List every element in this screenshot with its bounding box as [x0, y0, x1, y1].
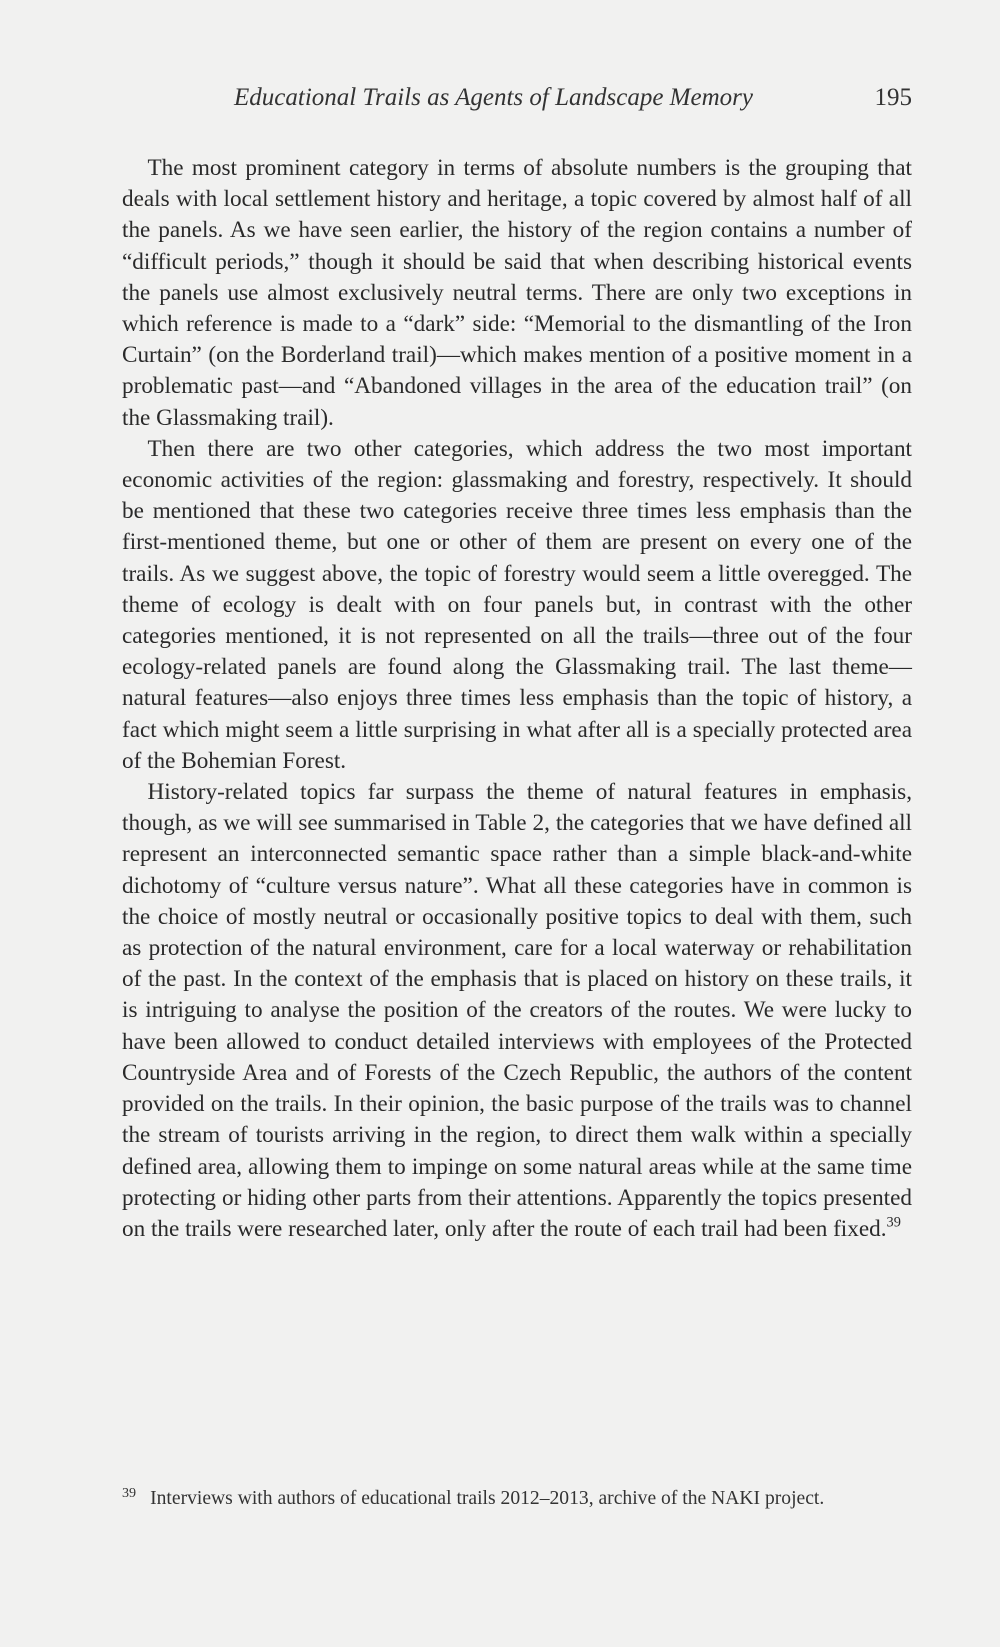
running-title: Educational Trails as Agents of Landscape Memory [234, 84, 753, 111]
footnote-text: Interviews with authors of educational trails 2012–2013, archive of the NAKI project. [150, 1488, 825, 1509]
body-text [122, 153, 912, 1245]
paragraph-text: History-related topics far surpass the theme of natural features in emphasis, though, as we will see summarised in Table 2, the categories that we have defined all represent an interconnected semantic space rather than a simple black-and-white dichotomy of “culture versus nature”. What all these categories have in common is the choice of mostly neutral or occasionally positive topics to deal with them, such as protection of the natural environment, care for a local waterway or rehabilitation of the past. In the context of the emphasis that is placed on history on these trails, it is intriguing to analyse the position of the creators of the routes. We were lucky to have been allowed to conduct detailed interviews with employees of the Protected Countryside Area and of Forests of the Czech Republic, the authors of the content provided on the trails. In their opinion, the basic purpose of the trails was to channel the stream of tourists arriving in the region, to direct them walk within a specially defined area, allowing them to impinge on some natural areas while at the same time protecting or hiding other parts from their attentions. Apparently the topics presented on the trails were researched later, only after the route of each trail had been fixed. [122, 779, 912, 1242]
paragraph-with-footnote [122, 777, 912, 1245]
footnote-number: 39 [122, 1484, 137, 1501]
footnote-reference: 39 [886, 1214, 901, 1231]
paragraph: Then there are two other categories, which address the two most important economic activities of the region: glassmaking and forestry, respectively. It should be mentioned that these two categories receive three times less emphasis than the first-mentioned theme, but one or other of them are present on every one of the trails. As we suggest above, the topic of forestry would seem a little overegged. The theme of ecology is dealt with on four panels but, in contrast with the other categories mentioned, it is not represented on all the trails—three out of the four ecology-related panels are found along the Glassmaking trail. The last theme—natural features—also enjoys three times less emphasis than the topic of history, a fact which might seem a little surprising in what after all is a specially protected area of the Bohemian Forest. [122, 435, 912, 774]
page-number: 195 [874, 84, 912, 111]
footnote [122, 1486, 912, 1512]
paragraph: The most prominent category in terms of absolute numbers is the grouping that deals with local settlement history and heritage, a topic covered by almost half of all the panels. As we have seen earlier, the history of the region contains a number of “difficult periods,” though it should be said that when describing historical events the panels use almost exclusively neutral terms. There are only two exceptions in which reference is made to a “dark” side: “Memorial to the dismantling of the Iron Curtain” (on the Borderland trail)—which makes mention of a positive moment in a problematic past—and “Abandoned villages in the area of the education trail” (on the Glassmaking trail). [122, 155, 912, 431]
page-header [122, 84, 912, 120]
